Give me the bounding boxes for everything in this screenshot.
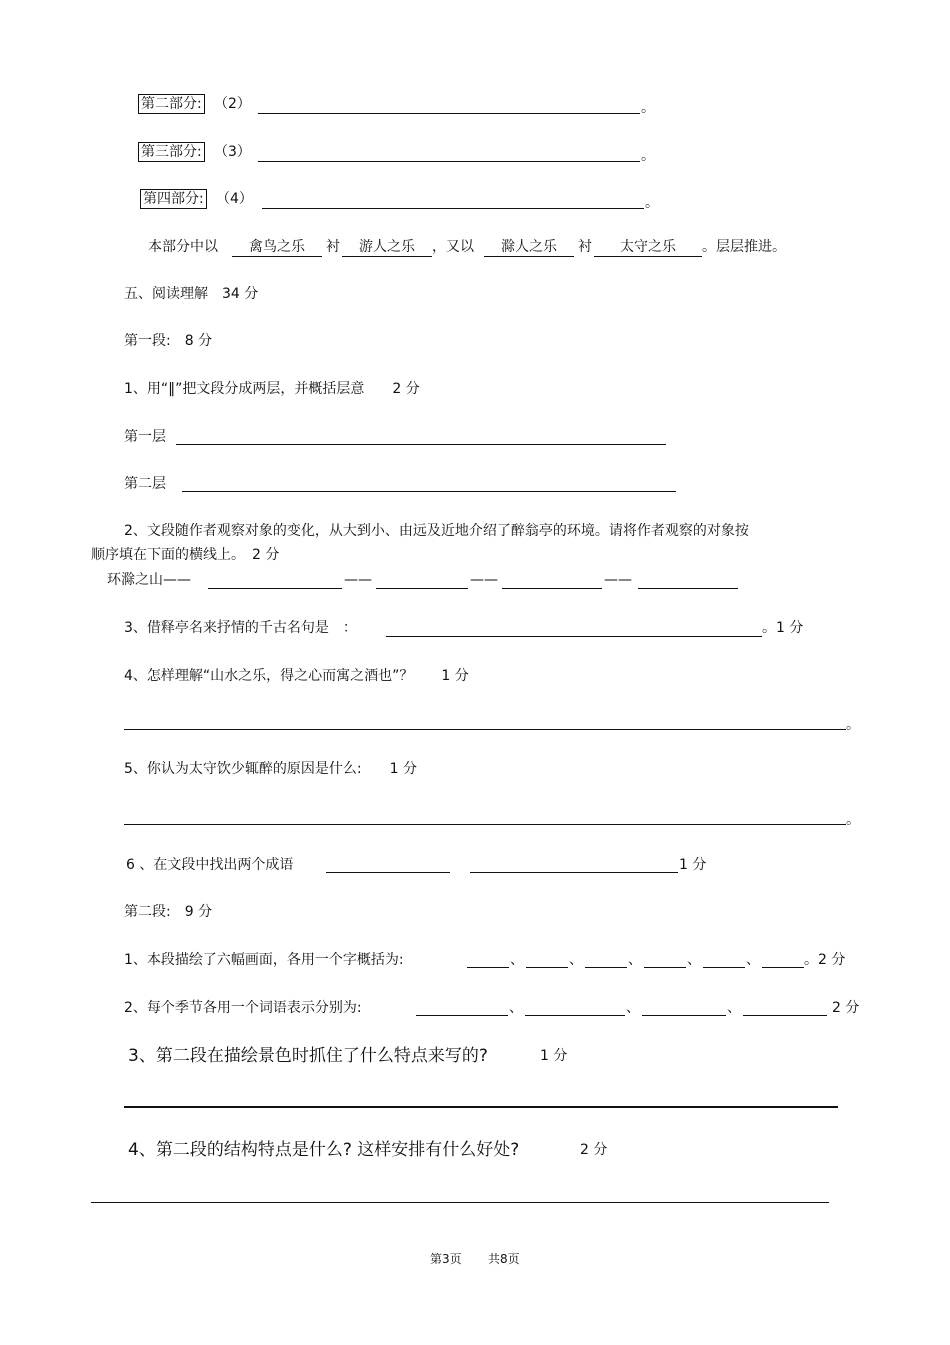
part2-label: 第二部分: (138, 94, 205, 114)
summary-blank-d: 太守之乐 (594, 238, 702, 257)
para2-q4-score: 2 分 (580, 1142, 608, 1158)
part4-number: （4） (216, 191, 253, 207)
para1-q4: 4、怎样理解“山水之乐，得之心而寓之酒也”？ 1 分 (124, 668, 469, 684)
q6-blank-2[interactable] (470, 872, 678, 873)
p2q1-sep-2: 、 (569, 952, 583, 968)
p2q1-sep-3: 、 (628, 952, 642, 968)
para2-q3: 3、第二段在描绘景色时抓住了什么特点来写的? (128, 1046, 488, 1066)
q4-answer-line[interactable] (124, 729, 846, 730)
p2q2-score: 2 分 (832, 1000, 860, 1016)
q2-sequence-start: 环滁之山—— (107, 572, 191, 588)
summary-mid2: ，又以 (432, 239, 474, 255)
part4-answer-line[interactable] (262, 208, 644, 209)
q6-blank-1[interactable] (326, 872, 450, 873)
p2q3-answer-line[interactable] (124, 1106, 838, 1108)
q2-blank-2[interactable] (376, 588, 468, 589)
p2q2-blank-1[interactable] (416, 1015, 508, 1016)
p2q1-blank-4[interactable] (644, 967, 686, 968)
para1-q3: 3、借释亭名来抒情的千古名句是 ： (124, 620, 357, 636)
q5-period: 。 (846, 812, 860, 828)
p2q1-sep-4: 、 (687, 952, 701, 968)
para2-q3-score: 1 分 (540, 1048, 568, 1064)
summary-mid3: 衬 (578, 239, 592, 255)
summary-blank-c: 滁人之乐 (484, 238, 574, 257)
q3-answer-line[interactable] (386, 636, 762, 637)
para2-q4: 4、第二段的结构特点是什么? 这样安排有什么好处? (128, 1140, 520, 1160)
q5-answer-line[interactable] (124, 824, 846, 825)
part3-period: 。 (641, 148, 655, 164)
p2q1-blank-2[interactable] (526, 967, 568, 968)
para1-q2-line1: 2、文段随作者观察对象的变化，从大到小、由远及近地介绍了醉翁亭的环境。请将作者观察的对象按 (124, 523, 749, 539)
p2q2-blank-3[interactable] (642, 1015, 726, 1016)
p2q1-score: 。2 分 (804, 952, 846, 968)
p2q1-blank-1[interactable] (467, 967, 509, 968)
para2-title: 第二段: 9 分 (124, 904, 213, 920)
q2-blank-4[interactable] (638, 588, 738, 589)
part2-number: （2） (214, 96, 251, 112)
part3-answer-line[interactable] (258, 161, 640, 162)
p2q1-blank-5[interactable] (703, 967, 745, 968)
layer2-label: 第二层 (124, 476, 166, 492)
p2q2-blank-4[interactable] (743, 1015, 827, 1016)
part4-label: 第四部分: (140, 189, 207, 209)
p2q1-sep-1: 、 (510, 952, 524, 968)
part3-number: （3） (214, 144, 251, 160)
p2q1-blank-3[interactable] (585, 967, 627, 968)
p2q2-sep-2: 、 (626, 1000, 640, 1016)
q2-blank-3[interactable] (502, 588, 602, 589)
q2-dash-2: —— (470, 572, 498, 588)
para1-q2-line2: 顺序填在下面的横线上。 2 分 (91, 547, 280, 563)
q3-score: 。1 分 (762, 620, 804, 636)
summary-blank-b: 游人之乐 (342, 238, 432, 257)
page-total: 共8页 (488, 1252, 520, 1266)
summary-mid1: 衬 (326, 239, 340, 255)
para1-q5: 5、你认为太守饮少辄醉的原因是什么: 1 分 (124, 761, 417, 777)
layer1-label: 第一层 (124, 429, 166, 445)
p2q2-sep-1: 、 (509, 1000, 523, 1016)
p2q1-blank-6[interactable] (762, 967, 804, 968)
q2-dash-3: —— (604, 572, 632, 588)
section5-title: 五、阅读理解 34 分 (124, 286, 259, 302)
para1-q1: 1、用“‖”把文段分成两层，并概括层意 2 分 (124, 381, 420, 397)
part3-label: 第三部分: (138, 142, 205, 162)
summary-prefix: 本部分中以 (148, 239, 218, 255)
p2q2-blank-2[interactable] (525, 1015, 625, 1016)
part2-period: 。 (641, 100, 655, 116)
para1-title: 第一段: 8 分 (124, 333, 213, 349)
q4-period: 。 (846, 717, 860, 733)
para2-q2: 2、每个季节各用一个词语表示分别为: (124, 1000, 362, 1016)
page-number: 第3页 (430, 1252, 462, 1266)
summary-suffix: 。层层推进。 (702, 239, 786, 255)
part4-period: 。 (645, 195, 659, 211)
summary-blank-a: 禽鸟之乐 (232, 238, 322, 257)
q2-blank-1[interactable] (208, 588, 342, 589)
para2-q1: 1、本段描绘了六幅画面，各用一个字概括为: (124, 952, 404, 968)
q2-dash-1: —— (344, 572, 372, 588)
p2q4-answer-line[interactable] (91, 1202, 829, 1203)
para1-q6: 6 、在文段中找出两个成语 (126, 857, 294, 873)
part2-answer-line[interactable] (258, 113, 640, 114)
q6-score: 1 分 (679, 857, 707, 873)
layer1-answer-line[interactable] (176, 444, 666, 445)
p2q2-sep-3: 、 (727, 1000, 741, 1016)
p2q1-sep-5: 、 (746, 952, 760, 968)
layer2-answer-line[interactable] (182, 491, 676, 492)
